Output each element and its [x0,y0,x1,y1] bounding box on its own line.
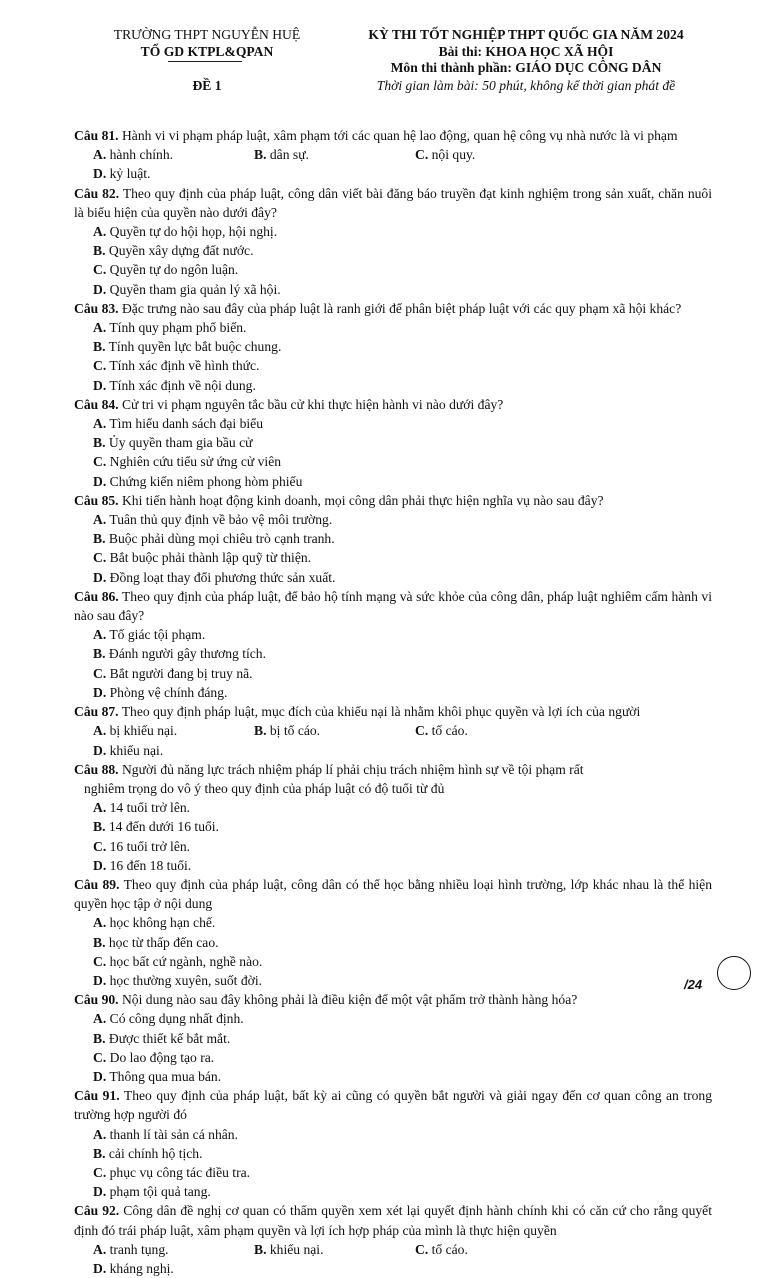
question-stem [74,875,712,913]
question-number: Câu 92. [74,1203,120,1219]
answer-option [93,164,254,183]
answer-option [93,452,415,471]
question-number: Câu 86. [74,588,119,604]
answer-option [93,1182,415,1201]
answer-option [93,548,415,567]
option-text: Nghiên cứu tiểu sử ứng cử viên [109,454,282,470]
option-text: kháng nghị. [109,1260,174,1276]
option-letter: A. [93,147,107,163]
answer-option [93,683,415,702]
option-text: Được thiết kế bắt mắt. [108,1030,231,1046]
answer-option [93,1029,415,1048]
answer-option [93,798,415,817]
question-stem [74,126,712,145]
option-letter: D. [93,473,107,489]
question-number: Câu 84. [74,396,119,412]
question-item [74,395,712,491]
answer-option [93,837,415,856]
option-letter: A. [93,1126,107,1142]
answer-option [254,721,415,740]
option-letter: B. [93,531,106,547]
answer-option [93,529,415,548]
option-text: Tính xác định về nội dung. [109,377,256,393]
answer-option [93,1144,415,1163]
option-text: Có công dụng nhất định. [109,1011,244,1027]
question-item [74,299,712,395]
question-number: Câu 89. [74,876,120,892]
answer-options [74,798,712,875]
answer-options [74,510,712,587]
subject-group: Bài thi: KHOA HỌC XÃ HỘI [438,44,614,59]
answer-options [74,414,712,491]
answer-option [93,260,415,279]
option-text: bị tố cáo. [269,723,321,739]
exam-title: KỲ THI TỐT NGHIỆP THPT QUỐC GIA NĂM 2024 [368,27,684,42]
question-item [74,702,712,760]
option-text: tố cáo. [431,723,468,739]
answer-option [93,913,415,932]
question-text-continued: nghiêm trọng do vô ý theo quy định của pháp luật có độ tuổi từ đủ [84,780,445,796]
answer-option [93,241,415,260]
question-stem [74,587,712,625]
answer-option [93,376,415,395]
option-letter: D. [93,684,107,700]
question-item [74,184,712,299]
option-letter: C. [93,358,107,374]
option-text: Tính quyền lực bắt buộc chung. [108,339,282,355]
option-text: Quyền tự do hội họp, hội nghị. [109,224,278,240]
question-item [74,1201,712,1278]
option-letter: A. [93,915,107,931]
answer-option [93,472,415,491]
option-letter: A. [93,416,107,432]
time-note: Thời gian làm bài: 50 phút, không kể thời gian phát đề [376,78,676,93]
option-text: tố cáo. [431,1241,468,1257]
option-letter: D. [93,1068,107,1084]
option-letter: D. [93,377,107,393]
question-text: Theo quy định của pháp luật, công dân viết bài đăng báo truyền đạt kinh nghiệm trong sản xuất, chăn nuôi là biểu hiện của quyền nào dưới đây? [74,185,712,220]
option-letter: A. [93,800,107,816]
school-name: TRƯỜNG THPT NGUYỄN HUỆ [113,27,301,42]
option-text: hành chính. [109,147,174,163]
answer-option [93,337,415,356]
question-number: Câu 91. [74,1088,120,1104]
question-stem [74,491,712,510]
question-text: Công dân đề nghị cơ quan có thẩm quyền xem xét lại quyết định hành chính khi có căn cứ cho rằng quyết định đó trái pháp luật, xâm phạm quyền và lợi ích hợp pháp của mình là thực hiện quyền [74,1203,712,1238]
answer-option [93,856,415,875]
answer-option [93,280,415,299]
question-text: Cử tri vi phạm nguyên tắc bầu cử khi thực hiện hành vi nào dưới đây? [121,396,504,412]
question-item [74,587,712,702]
option-text: Tính quy phạm phổ biến. [109,320,247,336]
option-letter: D. [93,742,107,758]
option-text: Chứng kiến niêm phong hòm phiếu [109,473,303,489]
option-text: Tố giác tội phạm. [109,627,206,643]
option-text: 14 tuổi trở lên. [109,800,191,816]
option-letter: A. [93,512,107,528]
answer-option [93,414,415,433]
option-text: Do lao động tạo ra. [109,1049,215,1065]
question-text: Khi tiến hành hoạt động kinh doanh, mọi công dân phải thực hiện nghĩa vụ nào sau đây? [121,492,604,508]
question-text: Nội dung nào sau đây không phải là điều kiện để một vật phẩm trở thành hàng hóa? [121,992,578,1008]
answer-option [93,1067,415,1086]
option-letter: C. [93,953,107,969]
answer-option [93,1240,254,1259]
answer-option [93,433,415,452]
option-text: thanh lí tài sản cá nhân. [109,1126,238,1142]
option-text: Tìm hiểu danh sách đại biểu [109,416,264,432]
option-letter: D. [93,972,107,988]
option-letter: B. [93,435,106,451]
option-text: Ủy quyền tham gia bầu cử [108,435,253,451]
option-letter: B. [254,723,267,739]
option-text: học không hạn chế. [109,915,216,931]
option-letter: D. [93,1184,107,1200]
answer-options [74,913,712,990]
question-stem [74,299,712,318]
exam-header [0,0,768,110]
option-letter: C. [93,262,107,278]
question-text: Theo quy định của pháp luật, bất kỳ ai cũng có quyền bắt người và giải ngay đến cơ quan công an trong trường hợp người đó [74,1088,712,1123]
option-text: học từ thấp đến cao. [108,934,219,950]
option-letter: A. [93,1241,107,1257]
option-text: Tuân thủ quy định về bảo vệ môi trường. [109,512,333,528]
question-stem [74,760,712,798]
question-list [74,126,712,1278]
question-item [74,491,712,587]
option-text: kỷ luật. [109,166,151,182]
option-letter: A. [93,224,107,240]
header-underline [168,61,242,62]
answer-option [93,625,415,644]
answer-options [74,1009,712,1086]
subject-name: Môn thi thành phần: GIÁO DỤC CÔNG DÂN [390,60,662,75]
option-text: phục vụ công tác điều tra. [109,1164,251,1180]
question-stem [74,1086,712,1124]
question-text: Hành vi vi phạm pháp luật, xâm phạm tới các quan hệ lao động, quan hệ công vụ nhà nước là vi phạm [121,128,678,143]
page-number: /24 [684,977,703,992]
option-text: 14 đến dưới 16 tuổi. [108,819,219,835]
answer-options [74,222,712,299]
answer-option [93,952,415,971]
option-letter: B. [93,339,106,355]
option-letter: C. [415,147,429,163]
answer-option [93,644,415,663]
answer-options [74,1240,712,1278]
option-text: học thường xuyên, suốt đời. [109,972,263,988]
option-text: Đánh người gây thương tích. [108,646,266,662]
answer-option [93,1048,415,1067]
answer-option [93,1163,415,1182]
option-text: phạm tội quả tang. [109,1184,211,1200]
question-item [74,1086,712,1201]
question-item [74,990,712,1086]
option-letter: D. [93,281,107,297]
answer-options [74,145,712,183]
question-text: Theo quy định của pháp luật, công dân có thể học bằng nhiều loại hình trường, lớp khác nhau là thể hiện quyền học tập ở nội dung [74,876,712,912]
option-letter: C. [93,1049,107,1065]
option-text: 16 đến 18 tuổi. [109,857,192,873]
question-text: Đặc trưng nào sau đây của pháp luật là ranh giới để phân biệt pháp luật với các quy phạm xã hội khác? [121,300,682,316]
answer-option [93,145,254,164]
option-letter: C. [93,665,107,681]
option-text: Quyền tự do ngôn luận. [109,262,239,278]
option-letter: B. [93,243,106,259]
question-number: Câu 90. [74,992,119,1008]
answer-option [415,721,576,740]
option-text: Tính xác định về hình thức. [109,358,260,374]
question-stem [74,395,712,414]
answer-option [93,664,415,683]
option-letter: D. [93,1260,107,1276]
option-letter: B. [93,934,106,950]
answer-option [93,356,415,375]
option-letter: B. [93,1030,106,1046]
option-text: bị khiếu nại. [109,723,178,739]
answer-option [93,817,415,836]
question-item [74,760,712,875]
question-text: Theo quy định pháp luật, mục đích của khiếu nại là nhằm khôi phục quyền và lợi ích của người [121,704,641,720]
answer-option [93,222,415,241]
option-letter: D. [93,569,107,585]
answer-option [254,145,415,164]
answer-option [93,568,415,587]
question-stem [74,184,712,222]
question-item [74,875,712,990]
option-letter: B. [254,1241,267,1257]
option-text: dân sự. [269,147,309,163]
answer-option [93,933,415,952]
department-name: TỔ GD KTPL&QPAN [140,44,274,59]
option-letter: A. [93,627,107,643]
question-text: Người đủ năng lực trách nhiệm pháp lí phải chịu trách nhiệm hình sự về tội phạm rất [121,761,584,777]
question-stem [74,1201,712,1239]
option-text: Thông qua mua bán. [109,1068,222,1084]
answer-option [93,510,415,529]
answer-option [93,1125,415,1144]
question-number: Câu 85. [74,492,119,508]
answer-options [74,721,712,759]
answer-option [254,1240,415,1259]
option-letter: D. [93,166,107,182]
question-number: Câu 81. [74,128,119,143]
question-number: Câu 83. [74,300,119,316]
question-text: Theo quy định của pháp luật, để bảo hộ tính mạng và sức khỏe của công dân, pháp luật nghiêm cấm hành vi nào sau đây? [74,588,712,624]
option-text: Buộc phải dùng mọi chiêu trò cạnh tranh. [108,531,335,547]
option-text: cải chính hộ tịch. [108,1145,203,1161]
option-letter: C. [93,550,107,566]
option-letter: C. [415,1241,429,1257]
option-text: Quyền tham gia quản lý xã hội. [109,281,281,297]
option-text: Phòng vệ chính đáng. [109,684,228,700]
answer-options [74,625,712,702]
page-circle-mark [717,956,751,990]
option-text: khiếu nại. [109,742,164,758]
option-text: Bắt người đang bị truy nã. [109,665,253,681]
option-letter: B. [93,1145,106,1161]
option-letter: D. [93,857,107,873]
option-letter: A. [93,1011,107,1027]
question-stem [74,702,712,721]
answer-option [93,741,254,760]
option-letter: A. [93,723,107,739]
answer-option [415,1240,576,1259]
answer-option [93,1259,254,1278]
option-text: Đồng loạt thay đổi phương thức sản xuất. [109,569,336,585]
option-letter: C. [93,838,107,854]
option-text: 16 tuổi trở lên. [109,838,191,854]
answer-options [74,1125,712,1202]
question-number: Câu 88. [74,761,119,777]
answer-option [93,971,415,990]
answer-option [93,721,254,740]
exam-code: ĐỀ 1 [192,78,222,93]
option-letter: C. [93,1164,107,1180]
option-letter: C. [93,454,107,470]
option-text: khiếu nại. [269,1241,324,1257]
option-letter: C. [415,723,429,739]
option-text: Bắt buộc phải thành lập quỹ từ thiện. [109,550,312,566]
option-text: Quyền xây dựng đất nước. [108,243,254,259]
option-letter: B. [93,646,106,662]
option-text: tranh tụng. [109,1241,169,1257]
option-letter: B. [254,147,267,163]
answer-option [93,1009,415,1028]
option-text: nội quy. [431,147,476,163]
option-text: học bất cứ ngành, nghề nào. [109,953,263,969]
option-letter: A. [93,320,107,336]
answer-options [74,318,712,395]
answer-option [415,145,576,164]
question-number: Câu 82. [74,185,120,201]
answer-option [93,318,415,337]
option-letter: B. [93,819,106,835]
question-number: Câu 87. [74,704,119,720]
question-stem [74,990,712,1009]
question-item [74,126,712,184]
